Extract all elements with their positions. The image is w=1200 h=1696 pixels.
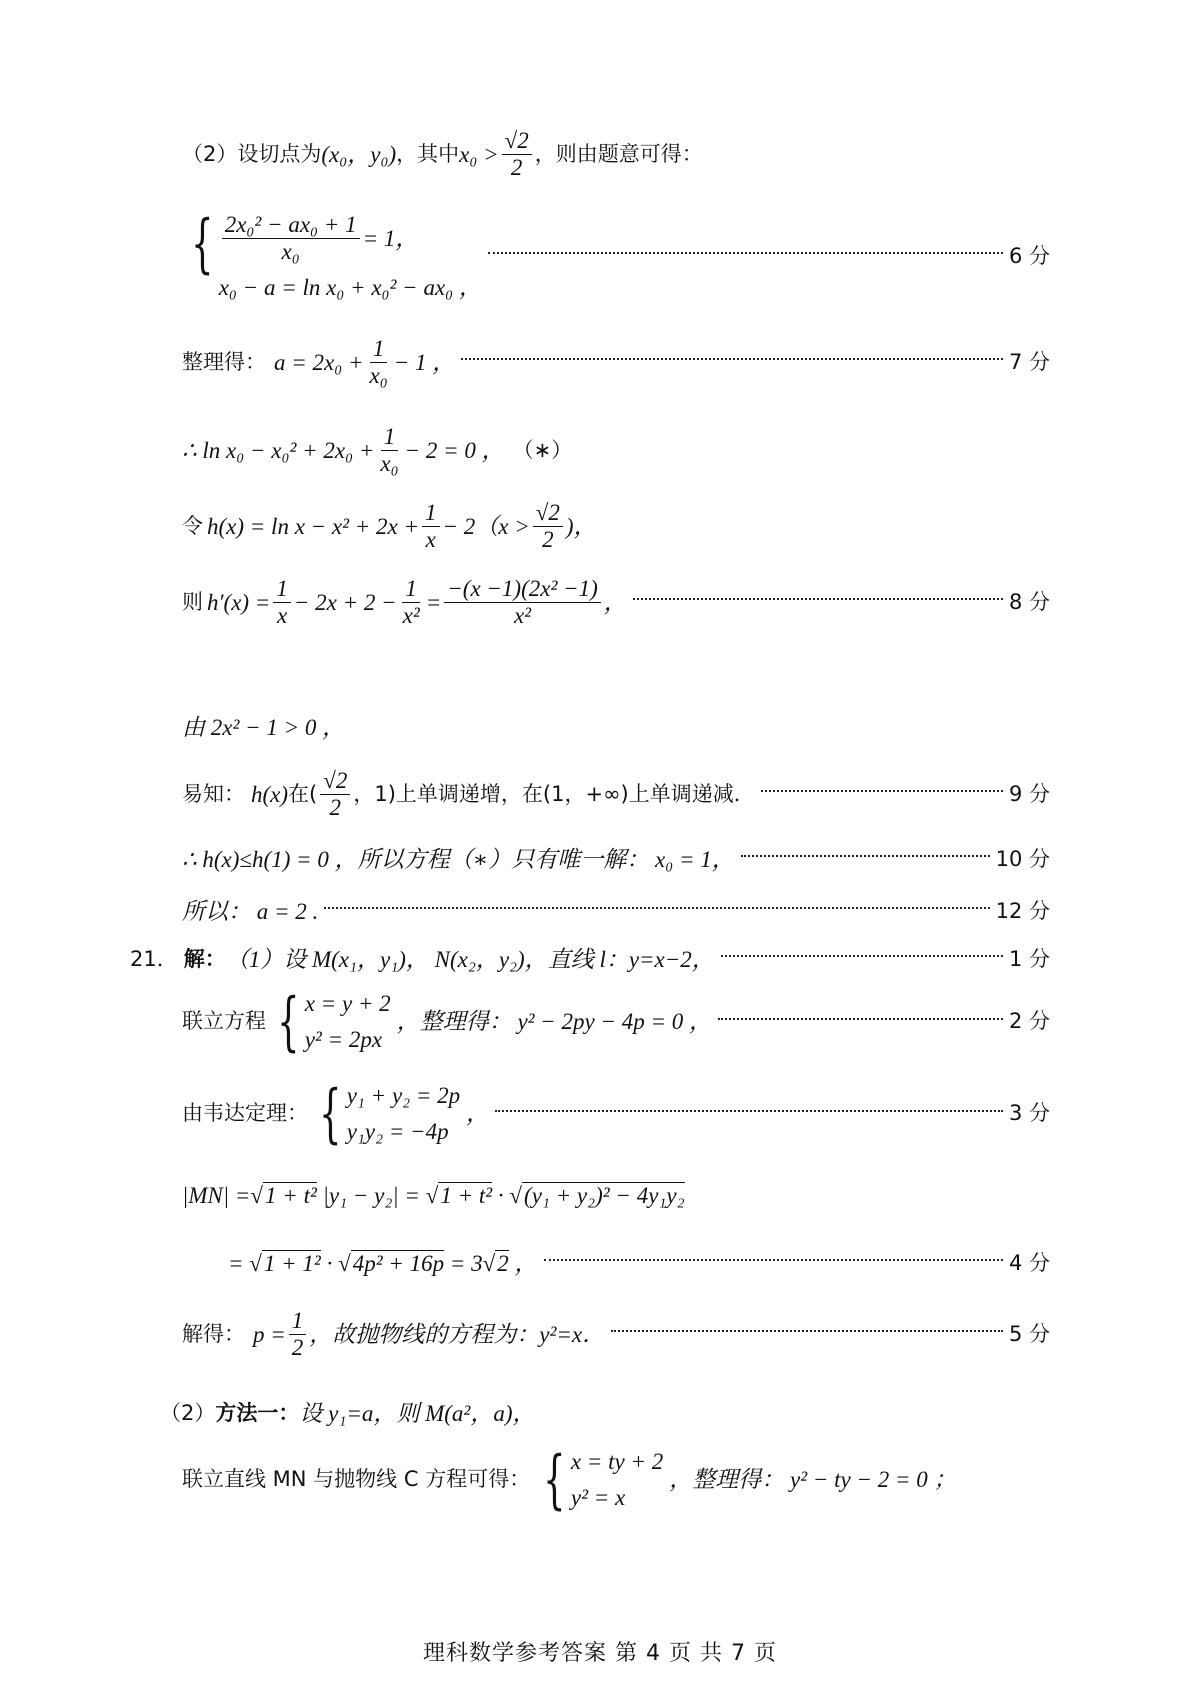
dot-leader [324,906,989,909]
dot-leader [611,1329,1003,1332]
line-star: ∴ ln x₀ − x₀² + 2x₀ + $\frac{1}{\text{x₀}}$ − 2 = 0 ， （∗） [182,424,573,477]
part2-intro-line [182,128,1050,182]
line-a2: 所以： a = 2 . 12 分 [182,899,1050,924]
page-footer: 理科数学参考答案 第 4 页 共 7 页 [423,1641,777,1666]
score-1: 1 分 [1008,947,1050,972]
intro-mid: ，其中 [396,142,460,167]
dot-leader [761,789,1003,792]
dot-leader [544,1258,1003,1261]
line-mn2: = √1 + 1² · √4p² + 16p = 3 √2 ， 4 分 [228,1251,1050,1276]
score-6: 6 分 [1008,244,1050,269]
intro-suffix: ，则由题意可得： [534,142,703,167]
score-8: 8 分 [1008,590,1050,615]
system1-eq2: x₀ − a = ln x₀ + x₀² − ax₀ ， [218,274,482,300]
line-mono: 易知： h(x) 在( $\frac{√2}{2}$ ，1)上单调递增，在(1，+∞)上单调递减． 9 分 [182,768,1050,821]
score-4: 4 分 [1008,1251,1050,1276]
line-h: 令 h(x) = ln x − x² + 2x + $\frac{1}{x}$ − 2（x > $\frac{√2}{2}$ )， [182,500,597,553]
score-10: 10 分 [995,847,1050,872]
system1-brace: { $\frac{\text{2x₀² − ax₀ + 1}}{\text{x₀}}$ = 1， x₀ − a = ln x₀ + x₀² − ax₀ ， [191,207,482,300]
dot-leader [461,357,1003,360]
line-last: 联立直线 MN 与抛物线 C 方程可得： { x = ty + 2 y² = x ，整理得： y² − ty − 2 = 0 ； [182,1443,957,1517]
line-unique: ∴ h(x)≤h(1) = 0 ，所以方程（∗）只有唯一解： x₀ = 1， 10 分 [182,847,1050,872]
sqrt2-over-2: $\frac{√2}{2}$ [502,128,532,182]
cond-lhs: x₀ > [459,142,499,168]
line-method: （2） 方法一： 设 y₁=a，则 M(a²，a)， [160,1401,536,1426]
line-ineq: 由 2x² − 1 > 0 ， [182,715,346,740]
q21-solve: 解： [183,947,226,972]
q21-number: 21． [130,947,178,972]
dot-leader [741,854,990,857]
line-weida: 由韦达定理： { y₁ + y₂ = 2p y₁y₂ = −4p ， 3 分 [182,1077,1050,1151]
score-7: 7 分 [1008,350,1050,375]
score-12: 12 分 [995,899,1050,924]
line-a: 整理得： a = 2x₀ + $\frac{1}{\text{x₀}}$ − 1 ， 7 分 [182,336,1050,389]
line-hprime: 则 h′(x) = $\frac{1}{x}$ − 2x + 2 − $\frac{1}{\text{x²}}$ = $\frac{\text{−(x −1)(2x² −1)}}{\text{x²}}$ ， 8 分 [182,576,1050,629]
score-9: 9 分 [1008,782,1050,807]
line-p: 解得： p = $\frac{1}{2}$ ，故抛物线的方程为：y²=x． 5 分 [182,1308,1050,1361]
dot-leader [718,1017,1003,1020]
method-one-label: 方法一： [215,1401,300,1426]
line-lianli: 联立方程 { x = y + 2 y² = 2px ，整理得： y² − 2py − 4p = 0 ， 2 分 [182,985,1050,1059]
dot-leader [633,597,1003,600]
score-5: 5 分 [1008,1322,1050,1347]
star-tag: （∗） [512,438,573,463]
score-3: 3 分 [1008,1101,1050,1126]
dot-leader [721,954,1003,957]
tangent-point: (x₀，y₀) [321,142,397,168]
dot-leader [495,1109,1003,1112]
line-mn1: |MN| = √1 + t² |y₁ − y₂| = √1 + t² · √(y₁ + y₂)² − 4y₁y₂ [182,1183,685,1208]
dot-leader [488,251,1003,254]
score-2: 2 分 [1008,1009,1050,1034]
system1-line [182,207,1050,301]
intro-prefix: （2）设切点为 [182,142,322,167]
question-21: 21． 解： （1）设 M(x₁，y₁)， N(x₂，y₂)，直线 l：y=x−2， 1 分 [130,947,1050,972]
